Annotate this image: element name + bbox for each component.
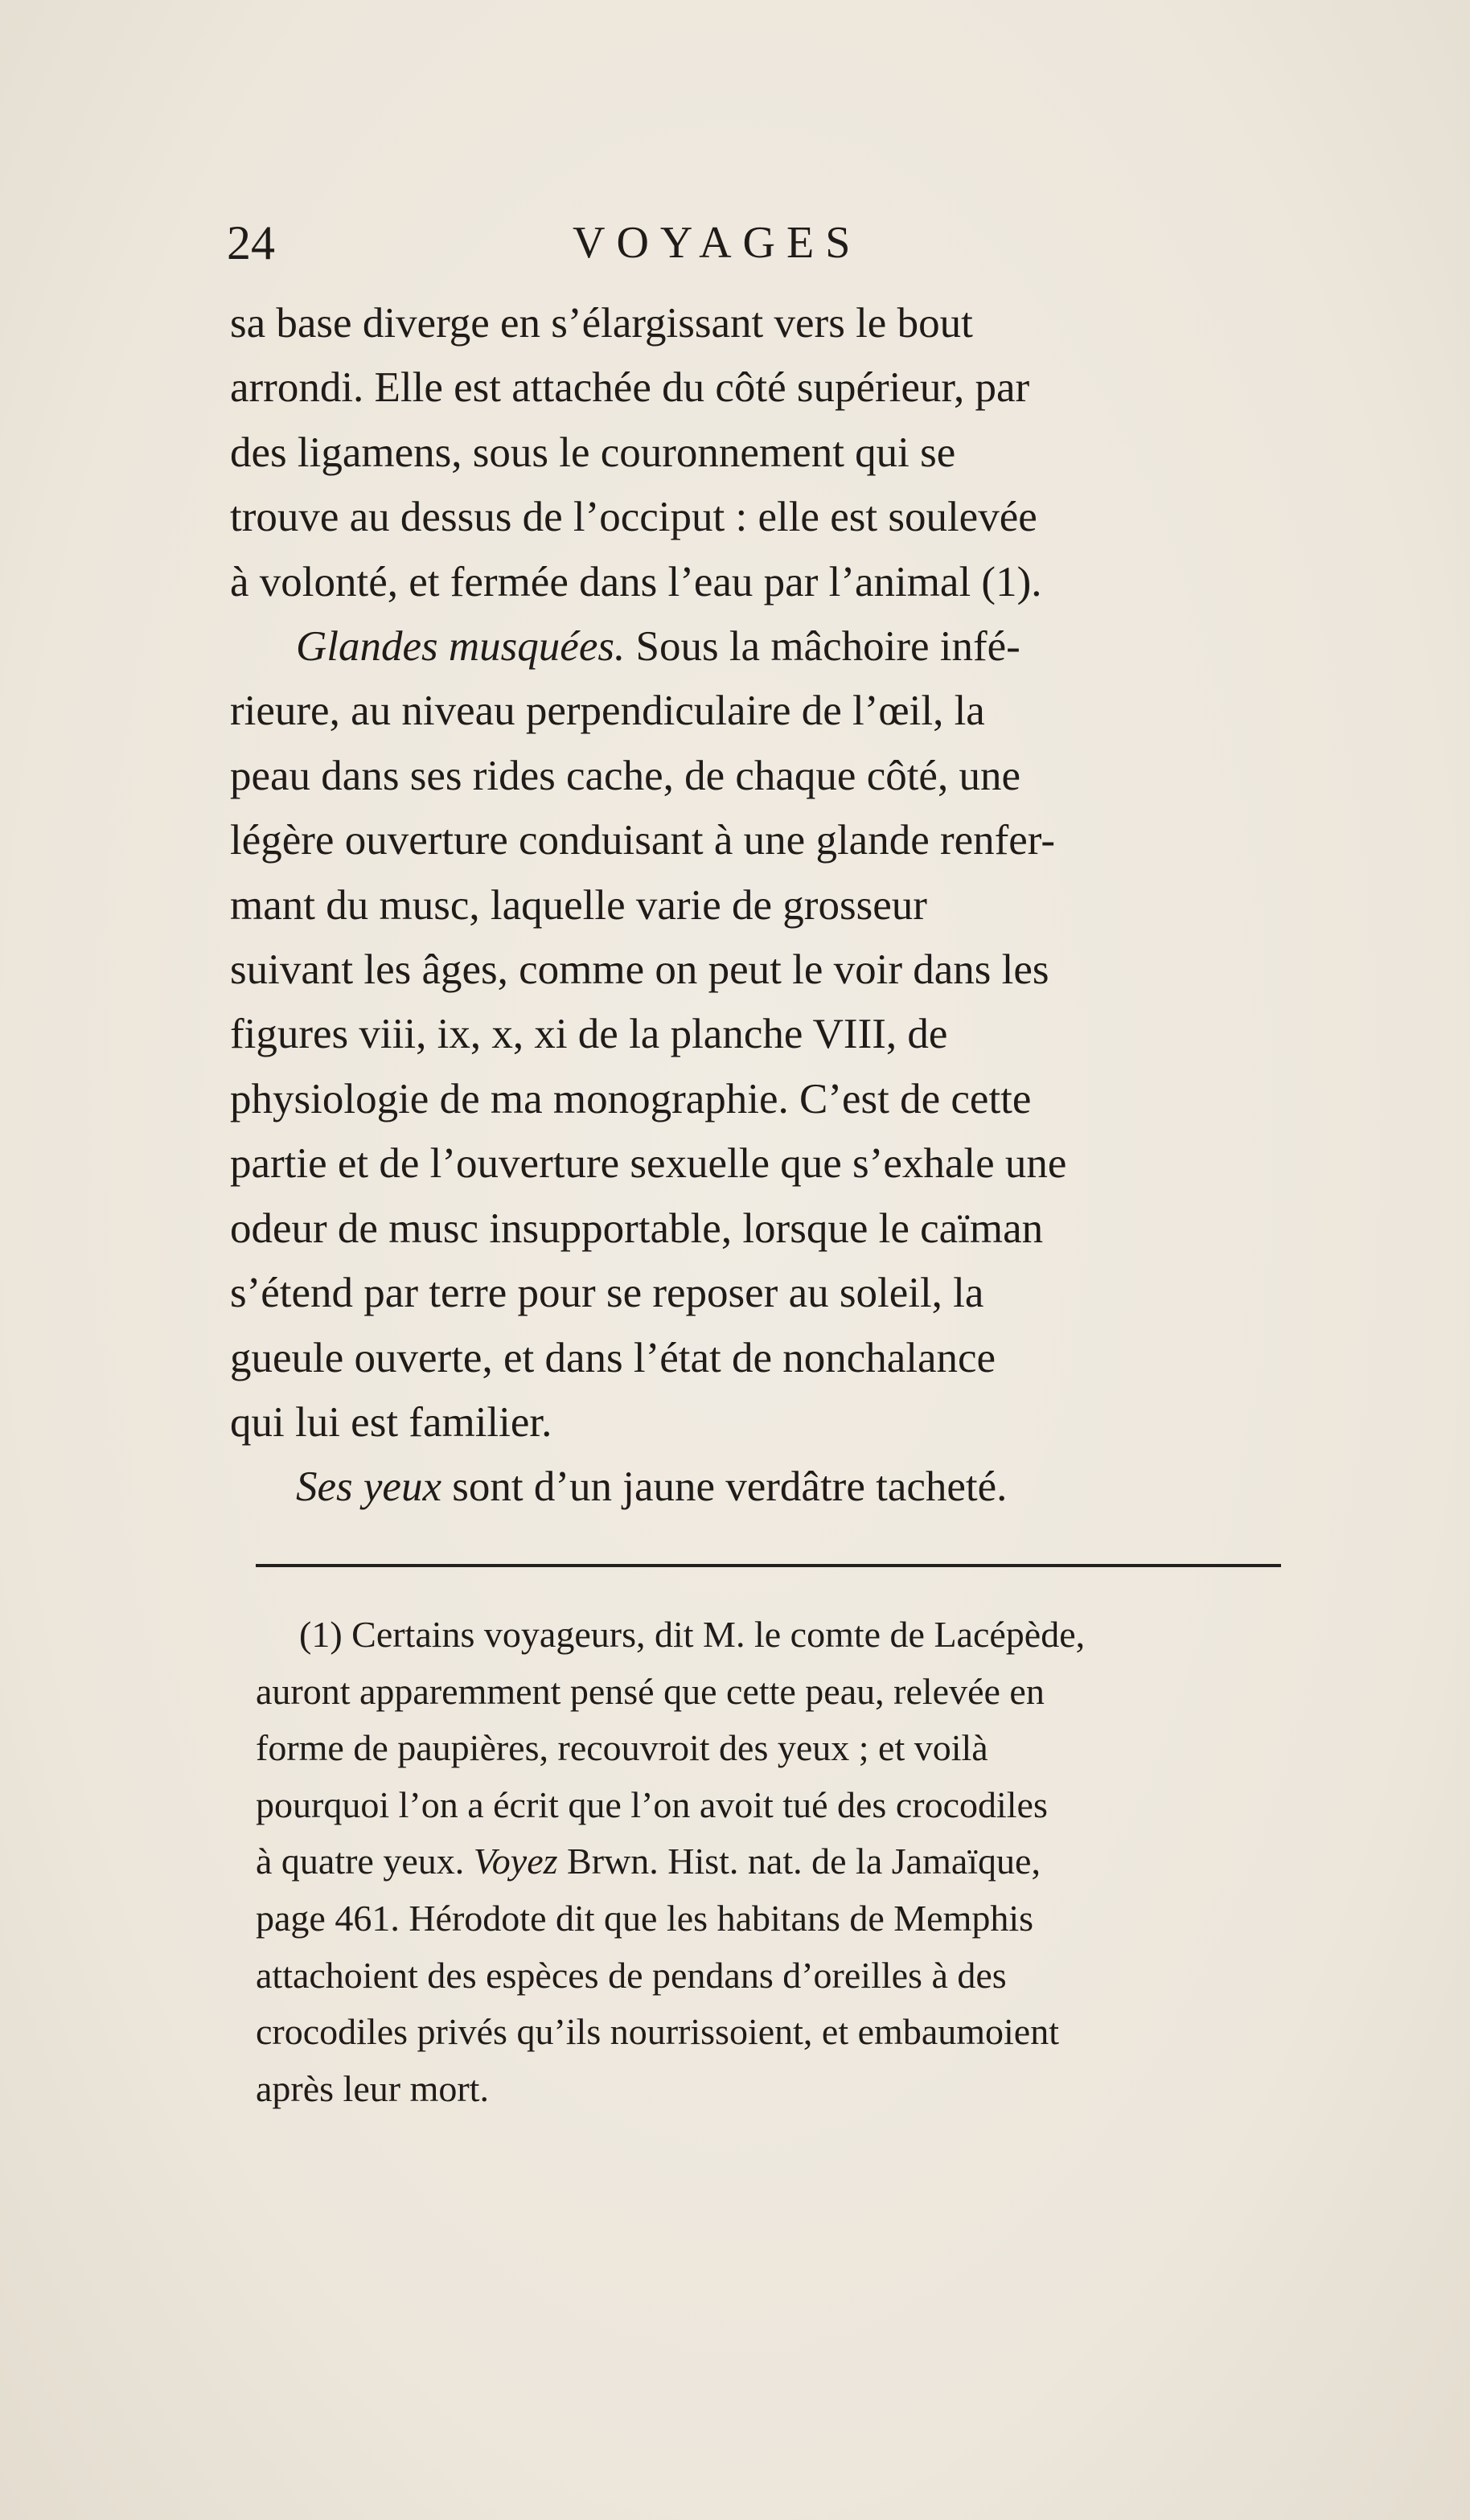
footnote-line: forme de paupières, recouvroit des yeux ; et voilà [256,1727,988,1769]
footnote-line: (1) Certains voyageurs, dit M. le comte de Lacépède, [299,1614,1086,1655]
text-line: trouve au dessus de l’occiput : elle est soulevée [230,494,1037,541]
glandes-heading: Glandes musquées. [296,623,626,671]
running-head: VOYAGES [573,218,862,268]
text-segment: à quatre yeux. [256,1841,474,1882]
text-line: partie et de l’ouverture sexuelle que s’exhale une [230,1140,1067,1188]
text-line: gueule ouverte, et dans l’état de nonchalance [230,1334,996,1381]
text-line: arrondi. Elle est attachée du côté supérieur, par [230,364,1030,412]
page-header [227,211,1031,275]
text-segment: Brwn. Hist. nat. de la Jamaïque, [557,1841,1041,1882]
paragraph-glandes-first-line [230,614,1275,679]
text-line: figures viii, ix, x, xi de la planche VIII, de [230,1011,948,1058]
paragraph-yeux-line [230,1455,1275,1519]
footnote-line: page 461. Hérodote dit que les habitans de Memphis [256,1897,1034,1939]
footnote-line: auront apparemment pensé que cette peau, relevée en [256,1670,1045,1712]
text-line: à volonté, et fermée dans l’eau par l’animal (1). [230,558,1042,605]
voyez-italic: Voyez [473,1841,558,1882]
footnote-line: crocodiles privés qu’ils nourrissoient, et embaumoient [256,2011,1059,2053]
main-text [230,291,1275,1520]
footnote-divider [256,1564,1281,1567]
footnote-line-voyez [256,1833,1301,1890]
footnote-line: après leur mort. [256,2067,489,2109]
text-line: qui lui est familier. [230,1398,552,1446]
page-number: 24 [227,216,275,269]
text-line: odeur de musc insupportable, lorsque le caïman [230,1205,1044,1252]
footnote [256,1607,1301,2117]
text-segment: sont d’un jaune verdâtre tacheté. [441,1463,1008,1511]
text-line: peau dans ses rides cache, de chaque côté, une [230,752,1020,799]
footnote-line: attachoient des espèces de pendans d’oreilles à des [256,1954,1007,1996]
text-line: mant du musc, laquelle varie de grosseur [230,881,927,929]
footnote-line: pourquoi l’on a écrit que l’on avoit tué des crocodiles [256,1783,1048,1825]
text-line: suivant les âges, comme on peut le voir dans les [230,946,1049,994]
text-line: s’étend par terre pour se reposer au soleil, la [230,1270,984,1317]
text-segment: Sous la mâchoire infé- [625,623,1020,671]
text-line: sa base diverge en s’élargissant vers le bout [230,300,973,347]
text-line: légère ouverture conduisant à une glande renfer- [230,817,1056,864]
text-line: physiologie de ma monographie. C’est de cette [230,1075,1032,1123]
yeux-heading: Ses yeux [296,1463,441,1511]
text-line: des ligamens, sous le couronnement qui se [230,429,956,476]
text-line: rieure, au niveau perpendiculaire de l’œil, la [230,687,985,735]
